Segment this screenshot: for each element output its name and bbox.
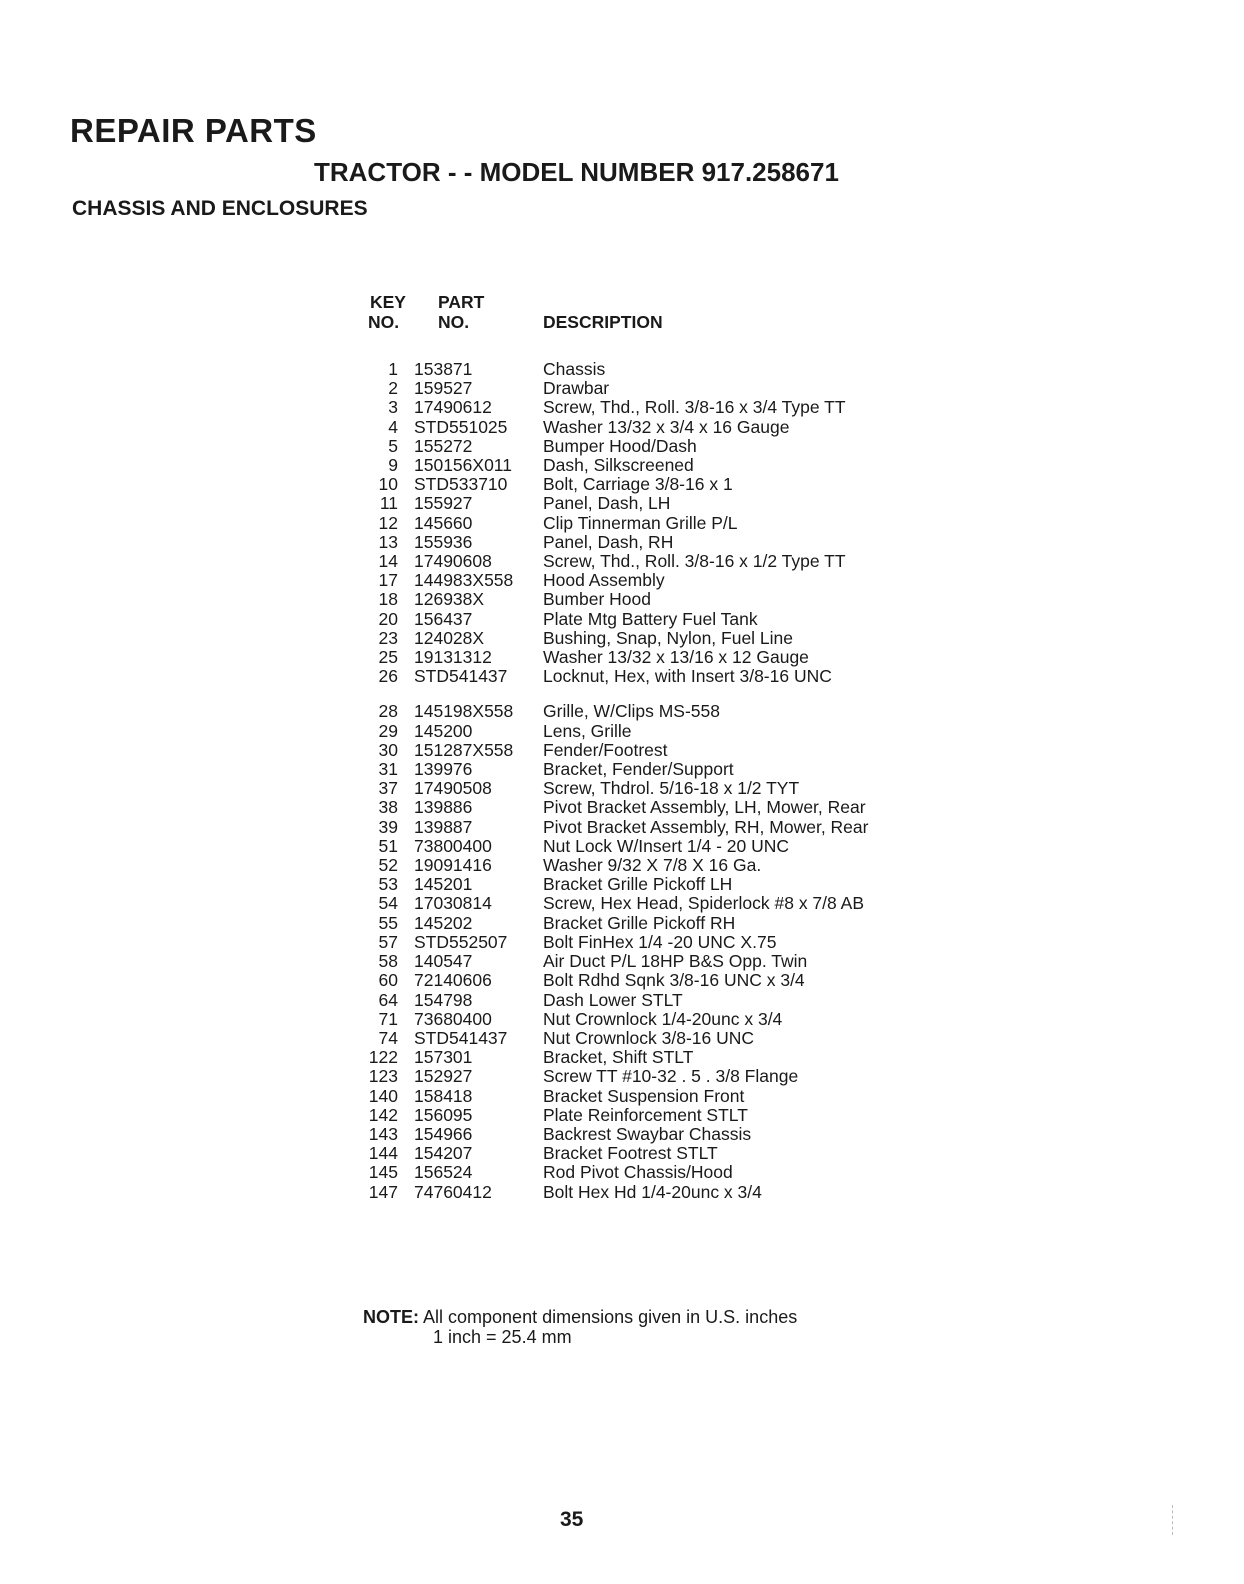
part-description: Dash, Silkscreened	[543, 455, 694, 476]
parts-table-header	[366, 290, 886, 360]
part-number: 151287X558	[414, 739, 514, 760]
key-number: 145	[368, 1162, 398, 1183]
part-description: Nut Crownlock 1/4-20unc x 3/4	[543, 1008, 783, 1029]
table-row	[366, 1144, 886, 1163]
table-row	[366, 760, 886, 779]
part-number: 17490608	[414, 551, 492, 572]
section-heading: CHASSIS AND ENCLOSURES	[72, 197, 368, 220]
part-description: Bracket Footrest STLT	[543, 1143, 718, 1164]
part-number: STD533710	[414, 474, 508, 495]
part-number: 139887	[414, 816, 473, 837]
key-number: 52	[378, 855, 398, 876]
part-description: Grille, W/Clips MS-558	[543, 701, 720, 722]
key-number: 140	[368, 1085, 398, 1106]
key-number: 13	[378, 531, 398, 552]
part-description: Nut Lock W/Insert 1/4 - 20 UNC	[543, 835, 790, 856]
part-number: 140547	[414, 951, 473, 972]
part-description: Fender/Footrest	[543, 739, 668, 760]
table-row	[366, 667, 886, 686]
table-row	[366, 702, 886, 721]
key-number: 51	[378, 835, 398, 856]
part-number: 156095	[414, 1104, 473, 1125]
part-number: 154207	[414, 1143, 473, 1164]
part-description: Hood Assembly	[543, 570, 665, 591]
part-description: Screw, Thdrol. 5/16-18 x 1/2 TYT	[543, 778, 800, 799]
part-number: 139886	[414, 797, 473, 818]
column-description-label: DESCRIPTION	[543, 312, 663, 332]
part-number: 158418	[414, 1085, 473, 1106]
key-number: 54	[378, 893, 398, 914]
table-row	[366, 722, 886, 741]
part-description: Plate Reinforcement STLT	[543, 1104, 748, 1125]
table-row	[366, 475, 886, 494]
part-number: 139976	[414, 759, 473, 780]
part-description: Washer 13/32 x 13/16 x 12 Gauge	[543, 647, 809, 668]
key-number: 18	[378, 589, 398, 610]
key-number: 28	[378, 701, 398, 722]
part-number: STD541437	[414, 1027, 508, 1048]
part-description: Bumper Hood/Dash	[543, 435, 697, 456]
part-description: Bracket Grille Pickoff LH	[543, 874, 733, 895]
key-number: 142	[368, 1104, 398, 1125]
table-row	[366, 629, 886, 648]
key-number: 123	[368, 1066, 398, 1087]
part-number: 155272	[414, 435, 473, 456]
part-number: 144983X558	[414, 570, 514, 591]
key-number: 55	[378, 912, 398, 933]
part-description: Screw, Thd., Roll. 3/8-16 x 1/2 Type TT	[543, 551, 846, 572]
part-description: Screw, Thd., Roll. 3/8-16 x 3/4 Type TT	[543, 397, 846, 418]
part-description: Lens, Grille	[543, 720, 632, 741]
part-description: Screw TT #10-32 . 5 . 3/8 Flange	[543, 1066, 799, 1087]
part-number: STD552507	[414, 931, 508, 952]
part-description: Pivot Bracket Assembly, RH, Mower, Rear	[543, 816, 869, 837]
part-description: Nut Crownlock 3/8-16 UNC	[543, 1027, 755, 1048]
part-description: Bracket Suspension Front	[543, 1085, 745, 1106]
key-number: 11	[379, 493, 398, 514]
table-row	[366, 914, 886, 933]
table-row	[366, 1125, 886, 1144]
key-number: 3	[388, 397, 398, 418]
part-number: 156524	[414, 1162, 473, 1183]
part-description: Bolt, Carriage 3/8-16 x 1	[543, 474, 733, 495]
part-number: STD541437	[414, 666, 508, 687]
column-part-label-no: NO.	[438, 312, 470, 332]
part-description: Bracket, Fender/Support	[543, 759, 734, 780]
table-row	[366, 552, 886, 571]
part-description: Panel, Dash, RH	[543, 531, 674, 552]
part-description: Panel, Dash, LH	[543, 493, 671, 514]
part-number: 150156X011	[414, 455, 512, 476]
key-number: 71	[378, 1008, 398, 1029]
key-number: 74	[378, 1027, 398, 1048]
part-number: STD551025	[414, 416, 508, 437]
part-number: 124028X	[414, 627, 485, 648]
key-number: 58	[378, 951, 398, 972]
part-number: 154798	[414, 989, 473, 1010]
column-part-label: PART	[438, 292, 485, 312]
key-number: 53	[378, 874, 398, 895]
table-row	[366, 514, 886, 533]
part-number: 72140606	[414, 970, 492, 991]
table-row	[366, 933, 886, 952]
part-description: Pivot Bracket Assembly, LH, Mower, Rear	[543, 797, 866, 818]
key-number: 29	[378, 720, 398, 741]
table-row	[366, 360, 886, 379]
table-row	[366, 398, 886, 417]
part-description: Screw, Hex Head, Spiderlock #8 x 7/8 AB	[543, 893, 864, 914]
part-number: 159527	[414, 378, 473, 399]
part-description: Bracket Grille Pickoff RH	[543, 912, 736, 933]
part-description: Bolt FinHex 1/4 -20 UNC X.75	[543, 931, 777, 952]
key-number: 60	[378, 970, 398, 991]
part-number: 17490508	[414, 778, 492, 799]
part-number: 73680400	[414, 1008, 492, 1029]
part-description: Washer 9/32 X 7/8 X 16 Ga.	[543, 855, 762, 876]
key-number: 37	[378, 778, 398, 799]
part-description: Bumber Hood	[543, 589, 651, 610]
key-number: 57	[378, 931, 398, 952]
page-number: 35	[560, 1508, 584, 1531]
table-row	[366, 856, 886, 875]
key-number: 10	[378, 474, 398, 495]
part-number: 19091416	[414, 855, 492, 876]
table-row	[366, 1029, 886, 1048]
part-number: 17490612	[414, 397, 492, 418]
key-number: 9	[388, 455, 398, 476]
part-number: 73800400	[414, 835, 492, 856]
part-number: 152927	[414, 1066, 473, 1087]
table-row	[366, 418, 886, 437]
part-description: Dash Lower STLT	[543, 989, 683, 1010]
table-row	[366, 1048, 886, 1067]
parts-table	[366, 290, 886, 1202]
part-description: Drawbar	[543, 378, 610, 399]
part-description: Rod Pivot Chassis/Hood	[543, 1162, 733, 1183]
part-number: 155936	[414, 531, 473, 552]
table-row	[366, 779, 886, 798]
table-row	[366, 1106, 886, 1125]
key-number: 14	[378, 551, 398, 572]
part-number: 17030814	[414, 893, 492, 914]
part-description: Chassis	[543, 359, 606, 379]
model-subtitle: TRACTOR - - MODEL NUMBER 917.258671	[314, 157, 839, 187]
part-description: Air Duct P/L 18HP B&S Opp. Twin	[543, 951, 808, 972]
table-row	[366, 590, 886, 609]
part-description: Locknut, Hex, with Insert 3/8-16 UNC	[543, 666, 832, 687]
key-number: 143	[368, 1123, 398, 1144]
key-number: 64	[378, 989, 398, 1010]
note-line-2: 1 inch = 25.4 mm	[433, 1327, 572, 1347]
part-description: Washer 13/32 x 3/4 x 16 Gauge	[543, 416, 790, 437]
key-number: 12	[378, 512, 398, 533]
key-number: 31	[378, 759, 398, 780]
part-description: Clip Tinnerman Grille P/L	[543, 512, 738, 533]
part-description: Bushing, Snap, Nylon, Fuel Line	[543, 627, 794, 648]
key-number: 144	[368, 1143, 398, 1164]
dimensions-note	[363, 1307, 797, 1347]
scan-edge-mark	[1172, 1505, 1173, 1535]
key-number: 5	[388, 435, 398, 456]
table-row	[366, 494, 886, 513]
column-key-label: KEY	[370, 292, 406, 312]
part-number: 156437	[414, 608, 473, 629]
part-number: 155927	[414, 493, 473, 514]
part-number: 157301	[414, 1047, 473, 1068]
table-row	[366, 379, 886, 398]
table-row	[366, 437, 886, 456]
key-number: 30	[378, 739, 398, 760]
part-number: 145198X558	[414, 701, 514, 722]
table-row	[366, 837, 886, 856]
part-number: 145200	[414, 720, 473, 741]
table-row	[366, 1067, 886, 1086]
table-row	[366, 533, 886, 552]
key-number: 122	[368, 1047, 398, 1068]
table-row	[366, 952, 886, 971]
table-row	[366, 571, 886, 590]
part-description: Plate Mtg Battery Fuel Tank	[543, 608, 758, 629]
part-number: 19131312	[414, 647, 492, 668]
key-number: 17	[378, 570, 398, 591]
page-title: REPAIR PARTS	[70, 112, 317, 149]
key-number: 39	[378, 816, 398, 837]
part-description: Bolt Rdhd Sqnk 3/8-16 UNC x 3/4	[543, 970, 805, 991]
part-description: Bracket, Shift STLT	[543, 1047, 694, 1068]
part-number: 126938X	[414, 589, 485, 610]
part-number: 154966	[414, 1123, 473, 1144]
key-number: 23	[378, 627, 398, 648]
table-row	[366, 991, 886, 1010]
part-number: 74760412	[414, 1181, 492, 1202]
table-row	[366, 1087, 886, 1106]
part-number: 153871	[414, 359, 473, 379]
table-row	[366, 648, 886, 667]
key-number: 20	[378, 608, 398, 629]
table-row	[366, 1010, 886, 1029]
table-row	[366, 1163, 886, 1182]
part-number: 145660	[414, 512, 473, 533]
key-number: 25	[378, 647, 398, 668]
key-number: 147	[368, 1181, 398, 1202]
part-number: 145202	[414, 912, 473, 933]
key-number: 38	[378, 797, 398, 818]
table-row	[366, 875, 886, 894]
part-description: Bolt Hex Hd 1/4-20unc x 3/4	[543, 1181, 762, 1202]
key-number: 2	[388, 378, 398, 399]
table-row	[366, 1183, 886, 1202]
table-row	[366, 894, 886, 913]
table-row	[366, 818, 886, 837]
key-number: 26	[378, 666, 398, 687]
key-number: 1	[388, 359, 398, 379]
parts-table-body	[366, 360, 886, 1202]
table-row	[366, 610, 886, 629]
table-row	[366, 971, 886, 990]
note-line-1: All component dimensions given in U.S. inches	[423, 1307, 798, 1327]
table-row	[366, 456, 886, 475]
note-label: NOTE:	[363, 1307, 419, 1327]
table-row	[366, 798, 886, 817]
part-description: Backrest Swaybar Chassis	[543, 1123, 752, 1144]
part-number: 145201	[414, 874, 473, 895]
column-key-label-no: NO.	[368, 312, 400, 332]
key-number: 4	[388, 416, 398, 437]
table-row	[366, 741, 886, 760]
